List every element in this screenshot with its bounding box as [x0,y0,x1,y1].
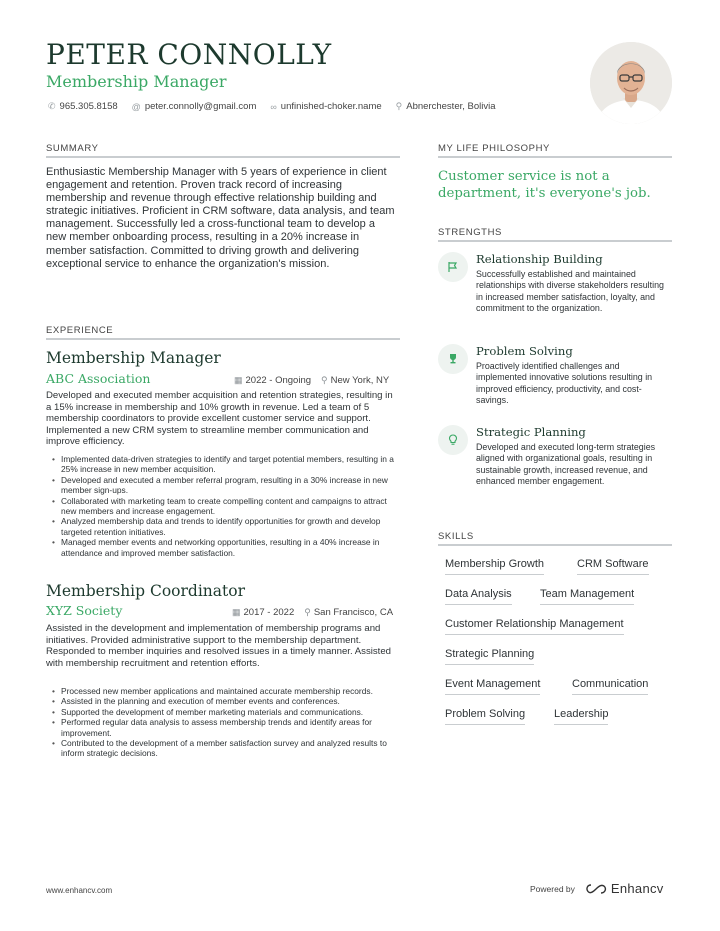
job-dates [232,607,294,618]
philosophy-heading: MY LIFE PHILOSOPHY [438,143,550,154]
flag-icon [438,252,468,282]
job-description: Developed and executed member acquisition and retention strategies, resulting in a 15% increase in membership and 10% growth in revenue. Led a team of 5 membership coordinators to provide excellent customer service and support. Implemented a new CRM system to streamline member communication and improve efficiency. [46,390,393,448]
skill-chip: CRM Software [577,558,649,575]
job-bullet: • Assisted in the planning and execution of member events and conferences. [52,696,398,706]
lightbulb-icon [438,425,468,455]
job-bullet: • Developed and executed a member referral program, resulting in a 30% increase in new member sign-ups. [52,475,398,496]
job-location-text: San Francisco, CA [313,607,394,618]
job-meta [234,375,389,386]
job-location [321,375,389,386]
profile-photo [590,42,672,124]
candidate-name: PETER CONNOLLY [46,38,332,71]
strength-description: Developed and executed long-term strategies aligned with organizational goals, resulting in sustainable growth, increased revenue, and enhanced member engagement. [476,442,656,487]
strength-title: Strategic Planning [476,425,586,439]
trophy-icon [438,344,468,374]
at-icon: @ [131,101,141,112]
calendar-icon: ▦ [234,375,243,385]
phone-text: 965.305.8158 [59,101,118,112]
strength-item [438,252,674,332]
experience-heading: EXPERIENCE [46,325,114,336]
strength-title: Problem Solving [476,344,573,358]
skill-chip: Data Analysis [445,588,512,605]
job-company: XYZ Society [46,603,123,618]
contact-location [396,101,496,112]
website-text[interactable]: unfinished-choker.name [280,101,382,112]
contact-phone [48,101,118,112]
strengths-divider [438,240,672,242]
enhancv-logo-icon [585,883,607,895]
job-bullet: • Implemented data-driven strategies to identify and target potential members, resulting in a 25% increase in new member acquisition. [52,454,398,475]
profile-portrait-graphic [590,42,672,124]
job-bullet: • Processed new member applications and maintained accurate membership records. [52,686,398,696]
skill-chip: Strategic Planning [445,648,534,665]
calendar-icon: ▦ [232,607,241,617]
job-bullets [52,454,398,558]
skill-chip: Team Management [540,588,634,605]
contact-website[interactable] [270,101,381,112]
brand-name: Enhancv [610,881,664,896]
job-bullet: • Collaborated with marketing team to create compelling content and campaigns to attract new members and increase engagement. [52,496,398,517]
skill-chip: Customer Relationship Management [445,618,624,635]
strength-title: Relationship Building [476,252,603,266]
strength-item [438,344,674,414]
job-bullet: • Managed member events and networking opportunities, resulting in a 40% increase in attendance and improved member satisfaction. [52,537,398,558]
contact-bar [48,101,496,112]
job-bullet: • Performed regular data analysis to assess membership trends and identify areas for improvement. [52,717,398,738]
strength-description: Proactively identified challenges and implemented innovative solutions resulting in improved efficiency, productivity, and cost-savings. [476,361,653,406]
powered-by-label: Powered by [530,883,575,894]
contact-email[interactable] [132,101,257,112]
job-title: Membership Coordinator [46,582,245,600]
strength-item [438,425,674,505]
phone-icon: ✆ [48,101,56,111]
job-bullet: • Analyzed membership data and trends to identify opportunities for growth and develop targeted retention initiatives. [52,516,398,537]
strength-description: Successfully established and maintained relationships with diverse stakeholders resulting in increased member satisfaction, loyalty, and commitment to the organization. [476,269,664,314]
footer-website[interactable]: www.enhancv.com [46,886,113,895]
location-icon: ⚲ [304,607,311,617]
job-company: ABC Association [46,371,151,386]
location-icon: ⚲ [321,375,328,385]
candidate-role: Membership Manager [46,72,227,91]
enhancv-logo[interactable] [585,881,664,896]
philosophy-divider [438,156,672,158]
job-title: Membership Manager [46,349,221,367]
summary-heading: SUMMARY [46,143,99,154]
email-text[interactable]: peter.connolly@gmail.com [144,101,257,112]
summary-divider [46,156,400,158]
experience-divider [46,338,400,340]
location-text: Abnerchester, Bolivia [406,101,496,112]
skill-chip: Event Management [445,678,540,695]
skill-chip: Problem Solving [445,708,525,725]
job-bullet: • Contributed to the development of a member satisfaction survey and analyzed results to inform strategic decisions. [52,738,398,759]
skills-heading: SKILLS [438,531,474,542]
job-description: Assisted in the development and implementation of membership programs and initiatives. Provided administrative support to the membership department. Responded to member inquiries and resolved issues in a timely manner. Assisted with membership recruitment and retention efforts. [46,623,392,669]
job-bullet: • Supported the development of member marketing materials and communications. [52,707,398,717]
skill-chip: Leadership [554,708,608,725]
strengths-heading: STRENGTHS [438,227,502,238]
job-meta [232,607,393,618]
skill-chip: Membership Growth [445,558,544,575]
job-dates-text: 2022 - Ongoing [245,375,312,386]
footer-branding [530,881,664,896]
philosophy-quote: Customer service is not a department, it's everyone's job. [438,169,651,202]
job-dates [234,375,311,386]
skill-chip: Communication [572,678,648,695]
job-bullets [52,686,398,759]
skills-divider [438,544,672,546]
summary-text: Enthusiastic Membership Manager with 5 years of experience in client engagement and retention. Proven track record of increasing membership and revenue through effective relationship building and strategic initiatives. Proficient in CRM software, data analysis, and team management. Successfully led a cross-functional team to develop a new member onboarding process, resulting in a 20% increase in member satisfaction. Committed to driving growth and delivering exceptional service to enhance the organization's mission. [46,166,395,270]
link-icon: ∞ [270,101,277,112]
location-icon: ⚲ [395,101,403,111]
job-dates-text: 2017 - 2022 [243,607,295,618]
job-location-text: New York, NY [330,375,390,386]
job-location [304,607,393,618]
